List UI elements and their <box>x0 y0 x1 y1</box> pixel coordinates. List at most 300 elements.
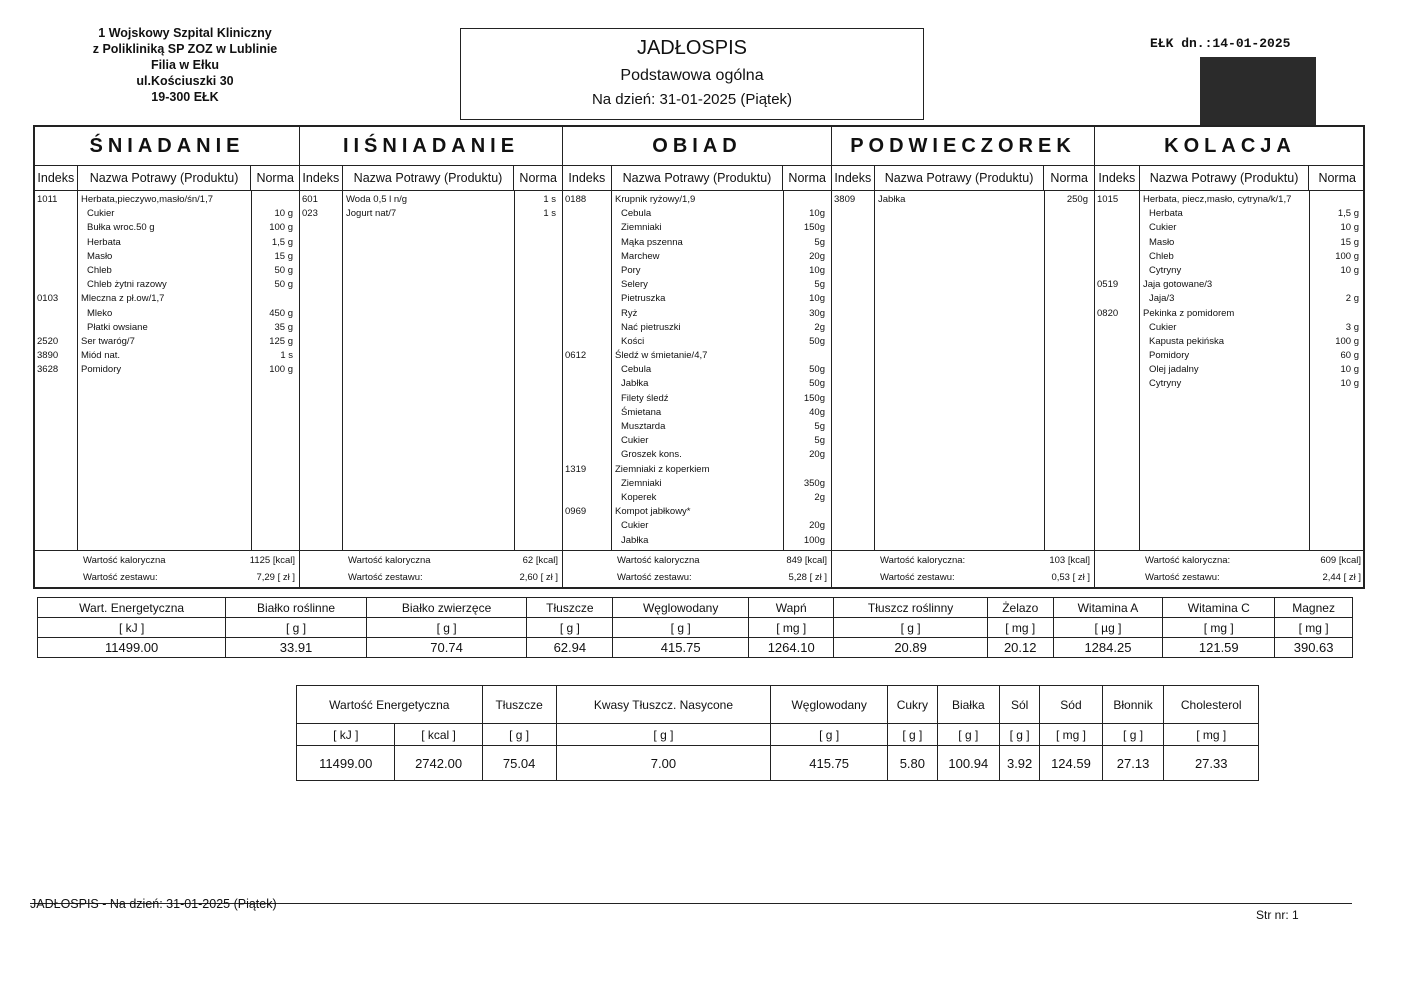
nutrient-unit: [ g ] <box>226 618 366 638</box>
nutrient-value: 5.80 <box>888 746 938 781</box>
nutrient-unit: [ mg ] <box>1040 724 1102 746</box>
item-norm: 50 g <box>274 279 293 291</box>
nutrient-value: 11499.00 <box>297 746 395 781</box>
meal-item-row <box>563 506 831 520</box>
meals-table <box>33 125 1365 589</box>
item-index: 2520 <box>37 335 59 347</box>
column-headers <box>300 166 562 191</box>
nutrient-unit: [ mg ] <box>1275 618 1353 638</box>
kcal-label: Wartość kaloryczna <box>348 555 431 566</box>
redaction-block <box>1200 57 1316 125</box>
item-name: Musztarda <box>621 421 666 432</box>
nutrient-value: 27.13 <box>1102 746 1164 781</box>
nutrient-value: 415.75 <box>613 638 749 658</box>
cost-value: 0,53 [ zł ] <box>1051 572 1090 583</box>
item-name: Ryż <box>621 307 638 319</box>
nutrient-header: Magnez <box>1275 598 1353 618</box>
meal-items <box>832 191 1094 550</box>
item-name: Mleczna z pł.ow/1,7 <box>81 293 165 305</box>
meal-item-row <box>563 449 831 463</box>
item-name: Jogurt nat/7 <box>346 208 397 220</box>
meal-summary <box>35 550 299 587</box>
nutrient-value: 390.63 <box>1275 638 1353 658</box>
item-name: Jaja gotowane/3 <box>1143 279 1213 291</box>
item-norm: 100 g <box>269 364 293 376</box>
meal-item-row <box>1095 350 1365 364</box>
nutrient-unit: [ g ] <box>888 724 938 746</box>
kcal-value: 103 [kcal] <box>1049 555 1090 566</box>
cost-value: 5,28 [ zł ] <box>788 572 827 583</box>
item-name: Mąka pszenna <box>621 236 683 248</box>
meal-item-row <box>1095 251 1365 265</box>
header-index: Indeks <box>35 166 78 190</box>
item-name: Ziemniaki z koperkiem <box>615 463 710 475</box>
item-index: 0969 <box>565 506 587 518</box>
nutrient-header: Sód <box>1040 686 1102 724</box>
item-name: Nać pietruszki <box>621 321 681 333</box>
column-divider <box>1044 191 1045 550</box>
meal-item-row <box>563 265 831 279</box>
nutrient-header: Węglowodany <box>771 686 888 724</box>
item-norm: 20g <box>809 449 825 461</box>
nutrient-value: 20.12 <box>987 638 1053 658</box>
kcal-label: Wartość kaloryczna: <box>1145 555 1231 566</box>
item-name: Jabłka <box>621 378 649 390</box>
nutrient-header: Wartość Energetyczna <box>297 686 483 724</box>
item-norm: 15 g <box>1340 236 1359 248</box>
nutrient-header: Sól <box>1000 686 1040 724</box>
item-index: 0612 <box>565 350 587 362</box>
meal-item-row <box>1095 378 1365 392</box>
item-name: Cytryny <box>1149 378 1182 390</box>
item-norm: 450 g <box>269 307 293 319</box>
item-norm: 350g <box>803 477 825 489</box>
nutrient-header: Błonnik <box>1102 686 1164 724</box>
meal-item-row <box>563 308 831 322</box>
item-norm: 2 g <box>1345 293 1359 305</box>
item-norm: 250g <box>1066 194 1088 205</box>
item-norm: 50g <box>809 364 825 376</box>
item-name: Chleb żytni razowy <box>87 279 167 291</box>
meal-item-row <box>563 237 831 251</box>
item-norm: 60 g <box>1340 350 1359 362</box>
hospital-line: 1 Wojskowy Szpital Kliniczny <box>98 26 272 40</box>
meal-item-row <box>35 293 299 307</box>
nutrient-unit: [ g ] <box>1000 724 1040 746</box>
item-name: Pory <box>621 264 641 276</box>
meal-item-row <box>563 251 831 265</box>
item-norm: 1 s <box>543 208 556 220</box>
item-norm: 50 g <box>274 264 293 276</box>
hospital-line: ul.Kościuszki 30 <box>136 74 234 88</box>
column-divider <box>342 191 343 550</box>
header-norm: Norma <box>256 171 294 185</box>
nutrient-unit: [ g ] <box>482 724 556 746</box>
issue-date: EŁK dn.:14-01-2025 <box>1150 36 1291 51</box>
meal-item-row <box>35 336 299 350</box>
meal-item-row <box>1095 237 1365 251</box>
header-norm: Norma <box>1318 171 1356 185</box>
item-name: Ziemniaki <box>621 222 662 234</box>
item-name: Herbata, piecz,masło, cytryna/k/1,7 <box>1143 194 1292 205</box>
meal-item-row <box>35 322 299 336</box>
item-norm: 10g <box>809 208 825 220</box>
meal-column <box>1095 127 1365 587</box>
item-norm: 100g <box>803 534 825 546</box>
item-name: Jabłka <box>878 194 906 205</box>
page-number: Str nr: 1 <box>1256 908 1299 922</box>
meal-item-row <box>35 308 299 322</box>
meal-item-row <box>1095 364 1365 378</box>
item-norm: 10g <box>809 264 825 276</box>
meal-item-row <box>1095 293 1365 307</box>
nutrient-unit: [ mg ] <box>1164 724 1259 746</box>
kcal-value: 849 [kcal] <box>786 555 827 566</box>
meal-item-row <box>563 364 831 378</box>
item-norm: 35 g <box>274 321 293 333</box>
item-name: Cytryny <box>1149 264 1182 276</box>
meal-item-row <box>563 322 831 336</box>
nutrient-unit: [ g ] <box>556 724 771 746</box>
nutrient-value: 100.94 <box>937 746 999 781</box>
nutrient-unit: [ g ] <box>937 724 999 746</box>
kcal-value: 1125 [kcal] <box>249 555 295 566</box>
nutrient-value: 121.59 <box>1163 638 1275 658</box>
meal-item-row <box>1095 336 1365 350</box>
item-name: Pietruszka <box>621 293 666 305</box>
meal-item-row <box>35 208 299 222</box>
kcal-label: Wartość kaloryczna: <box>880 555 966 566</box>
nutrient-unit: [ mg ] <box>987 618 1053 638</box>
item-norm: 150g <box>803 222 825 234</box>
meal-item-row <box>832 194 1094 208</box>
page-title: JADŁOSPIS <box>636 37 748 59</box>
column-headers <box>35 166 299 191</box>
cost-value: 7,29 [ zł ] <box>256 572 295 583</box>
meal-item-row <box>563 492 831 506</box>
header-index: Indeks <box>300 166 343 190</box>
meal-item-row <box>563 478 831 492</box>
meal-item-row <box>563 208 831 222</box>
item-name: Herbata <box>87 236 121 248</box>
nutrient-header: Witamina C <box>1163 598 1275 618</box>
item-norm: 10 g <box>1340 378 1359 390</box>
item-name: Kapusta pekińska <box>1149 335 1224 347</box>
item-norm: 10 g <box>274 208 293 220</box>
item-norm: 3 g <box>1345 321 1359 333</box>
nutrient-header: Tłuszcze <box>527 598 613 618</box>
item-norm: 40g <box>809 406 825 418</box>
item-name: Śledź w śmietanie/4,7 <box>615 350 708 362</box>
item-name: Cukier <box>621 520 649 532</box>
item-index: 023 <box>302 208 318 220</box>
meal-item-row <box>563 520 831 534</box>
meal-column <box>563 127 832 587</box>
meal-item-row <box>300 194 562 208</box>
nutrient-header: Tłuszcze <box>482 686 556 724</box>
meal-summary <box>832 550 1094 587</box>
item-name: Olej jadalny <box>1149 364 1199 376</box>
item-norm: 5g <box>814 236 825 248</box>
item-name: Selery <box>621 279 648 291</box>
cost-label: Wartość zestawu: <box>83 572 158 583</box>
meal-item-row <box>563 464 831 478</box>
nutrient-value: 3.92 <box>1000 746 1040 781</box>
item-name: Cebula <box>621 208 652 220</box>
meal-column <box>35 127 300 587</box>
meal-summary <box>1095 550 1365 587</box>
item-index: 3809 <box>834 194 856 205</box>
item-norm: 1 s <box>280 350 293 362</box>
item-norm: 10 g <box>1340 222 1359 234</box>
meal-summary <box>300 550 562 587</box>
item-name: Groszek kons. <box>621 449 682 461</box>
item-norm: 5g <box>814 279 825 291</box>
nutrient-unit: [ kcal ] <box>395 724 482 746</box>
nutrition-summary-table <box>296 685 1259 781</box>
nutrient-value: 20.89 <box>834 638 987 658</box>
column-divider <box>514 191 515 550</box>
meal-item-row <box>35 279 299 293</box>
item-norm: 20g <box>809 520 825 532</box>
item-norm: 10g <box>809 293 825 305</box>
item-name: Cukier <box>1149 222 1177 234</box>
nutrient-value: 1264.10 <box>749 638 834 658</box>
item-norm: 1 s <box>543 194 556 205</box>
nutrient-unit: [ kJ ] <box>38 618 226 638</box>
item-name: Ser twaróg/7 <box>81 335 135 347</box>
nutrient-unit: [ mg ] <box>749 618 834 638</box>
cost-value: 2,44 [ zł ] <box>1322 572 1361 583</box>
header-name: Nazwa Potrawy (Produktu) <box>78 166 252 190</box>
item-norm: 30g <box>809 307 825 319</box>
nutrient-header: Białka <box>937 686 999 724</box>
meal-summary <box>563 550 831 587</box>
item-norm: 2g <box>814 321 825 333</box>
column-divider <box>874 191 875 550</box>
meal-item-row <box>1095 322 1365 336</box>
meal-title: OBIAD <box>563 127 831 166</box>
item-norm: 5g <box>814 435 825 447</box>
nutrient-header: Kwasy Tłuszcz. Nasycone <box>556 686 771 724</box>
item-norm: 100 g <box>269 222 293 234</box>
nutrient-value: 7.00 <box>556 746 771 781</box>
diet-name: Podstawowa ogólna <box>620 67 764 84</box>
item-name: Chleb <box>1149 250 1174 262</box>
meal-item-row <box>35 364 299 378</box>
item-index: 3890 <box>37 350 59 362</box>
cost-label: Wartość zestawu: <box>617 572 692 583</box>
nutrient-value: 11499.00 <box>38 638 226 658</box>
meal-item-row <box>563 194 831 208</box>
item-name: Filety śledź <box>621 392 669 404</box>
header-name: Nazwa Potrawy (Produktu) <box>612 166 784 190</box>
item-name: Mleko <box>87 307 113 319</box>
meal-item-row <box>35 265 299 279</box>
meal-title: KOLACJA <box>1095 127 1365 166</box>
header-index: Indeks <box>1095 166 1140 190</box>
meal-item-row <box>563 421 831 435</box>
meal-items <box>35 191 299 550</box>
nutrient-header: Białko roślinne <box>226 598 366 618</box>
kcal-value: 62 [kcal] <box>522 555 558 566</box>
meal-item-row <box>35 251 299 265</box>
kcal-label: Wartość kaloryczna <box>83 555 166 566</box>
nutrient-header: Wart. Energetyczna <box>38 598 226 618</box>
nutrient-value: 27.33 <box>1164 746 1259 781</box>
item-name: Marchew <box>621 250 660 262</box>
header-norm: Norma <box>788 171 826 185</box>
item-name: Płatki owsiane <box>87 321 148 333</box>
hospital-line: Filia w Ełku <box>150 58 220 72</box>
meal-item-row <box>1095 308 1365 322</box>
nutrient-header: Białko zwierzęce <box>366 598 527 618</box>
item-name: Śmietana <box>621 406 662 418</box>
meal-title: IIŚNIADANIE <box>300 127 562 166</box>
item-name: Krupnik ryżowy/1,9 <box>615 194 696 205</box>
nutrient-value: 415.75 <box>771 746 888 781</box>
item-name: Kości <box>621 335 645 347</box>
meal-item-row <box>1095 222 1365 236</box>
meal-column <box>300 127 563 587</box>
item-norm: 50g <box>809 335 825 347</box>
kcal-value: 609 [kcal] <box>1320 555 1361 566</box>
meal-item-row <box>563 350 831 364</box>
cost-label: Wartość zestawu: <box>1145 572 1220 583</box>
meal-item-row <box>563 222 831 236</box>
nutrient-unit: [ g ] <box>834 618 987 638</box>
cost-value: 2,60 [ zł ] <box>519 572 558 583</box>
meal-item-row <box>1095 265 1365 279</box>
meal-item-row <box>563 393 831 407</box>
nutrient-unit: [ g ] <box>366 618 527 638</box>
nutrient-unit: [ µg ] <box>1053 618 1163 638</box>
title-box <box>460 28 924 120</box>
nutrient-header: Cukry <box>888 686 938 724</box>
meal-item-row <box>563 435 831 449</box>
column-headers <box>563 166 831 191</box>
item-name: Pomidory <box>1149 350 1190 362</box>
item-name: Cukier <box>621 435 649 447</box>
nutrient-header: Tłuszcz roślinny <box>834 598 987 618</box>
meal-item-row <box>563 293 831 307</box>
nutrient-header: Węglowodany <box>613 598 749 618</box>
item-name: Jabłka <box>621 534 649 546</box>
hospital-line: 19-300 EŁK <box>151 90 219 104</box>
cost-label: Wartość zestawu: <box>880 572 955 583</box>
meal-items <box>300 191 562 550</box>
item-norm: 100 g <box>1335 335 1359 347</box>
meal-item-row <box>1095 208 1365 222</box>
header-name: Nazwa Potrawy (Produktu) <box>1140 166 1310 190</box>
nutrient-value: 33.91 <box>226 638 366 658</box>
nutrient-unit: [ g ] <box>1102 724 1164 746</box>
item-norm: 150g <box>803 392 825 404</box>
meal-title: PODWIECZOREK <box>832 127 1094 166</box>
meal-item-row <box>1095 279 1365 293</box>
nutrient-header: Wapń <box>749 598 834 618</box>
meal-item-row <box>563 378 831 392</box>
meal-item-row <box>35 194 299 208</box>
meal-item-row <box>1095 194 1365 208</box>
item-norm: 50g <box>809 378 825 390</box>
item-name: Masło <box>87 250 113 262</box>
nutrient-unit: [ g ] <box>527 618 613 638</box>
meal-title: ŚNIADANIE <box>35 127 299 166</box>
item-name: Bułka wroc.50 g <box>87 222 155 234</box>
item-name: Cebula <box>621 364 652 376</box>
item-name: Pekinka z pomidorem <box>1143 307 1235 319</box>
nutrient-unit: [ kJ ] <box>297 724 395 746</box>
item-norm: 100 g <box>1335 250 1359 262</box>
item-index: 0519 <box>1097 279 1119 291</box>
nutrient-unit: [ mg ] <box>1163 618 1275 638</box>
item-name: Miód nat. <box>81 350 121 362</box>
item-name: Masło <box>1149 236 1175 248</box>
meal-item-row <box>35 237 299 251</box>
item-index: 3628 <box>37 364 59 376</box>
nutrient-value: 124.59 <box>1040 746 1102 781</box>
header-norm: Norma <box>1050 171 1088 185</box>
item-norm: 2g <box>814 491 825 503</box>
nutrient-value: 70.74 <box>366 638 527 658</box>
column-headers <box>832 166 1094 191</box>
meal-item-row <box>35 222 299 236</box>
item-norm: 15 g <box>274 250 293 262</box>
meal-items <box>563 191 831 550</box>
hospital-address <box>70 25 300 105</box>
item-name: Herbata,pieczywo,masło/śn/1,7 <box>81 194 214 205</box>
nutrient-header: Żelazo <box>987 598 1053 618</box>
meal-items <box>1095 191 1365 550</box>
item-norm: 10 g <box>1340 264 1359 276</box>
meal-item-row <box>563 535 831 549</box>
item-name: Herbata <box>1149 208 1183 220</box>
item-name: Cukier <box>87 208 115 220</box>
item-name: Koperek <box>621 491 657 503</box>
nutrient-header: Cholesterol <box>1164 686 1259 724</box>
nutrient-header: Witamina A <box>1053 598 1163 618</box>
menu-date: Na dzień: 31-01-2025 (Piątek) <box>591 91 793 108</box>
item-name: Woda 0,5 l n/g <box>346 194 408 205</box>
nutrient-unit: [ g ] <box>771 724 888 746</box>
meal-item-row <box>563 407 831 421</box>
nutrition-table <box>37 597 1353 658</box>
item-norm: 1,5 g <box>1337 208 1359 220</box>
item-norm: 1,5 g <box>271 236 293 248</box>
item-name: Cukier <box>1149 321 1177 333</box>
header-index: Indeks <box>563 166 612 190</box>
meal-item-row <box>300 208 562 222</box>
column-headers <box>1095 166 1365 191</box>
item-index: 0188 <box>565 194 587 205</box>
meal-item-row <box>35 350 299 364</box>
footer-text: JADŁOSPIS - Na dzień: 31-01-2025 (Piątek) <box>30 897 277 911</box>
item-name: Pomidory <box>81 364 122 376</box>
nutrient-value: 2742.00 <box>395 746 482 781</box>
nutrient-value: 62.94 <box>527 638 613 658</box>
header-name: Nazwa Potrawy (Produktu) <box>875 166 1045 190</box>
item-index: 1011 <box>37 194 58 205</box>
nutrient-unit: [ g ] <box>613 618 749 638</box>
item-index: 0103 <box>37 293 59 305</box>
item-index: 0820 <box>1097 307 1119 319</box>
kcal-label: Wartość kaloryczna <box>617 555 700 566</box>
item-index: 1015 <box>1097 194 1119 205</box>
item-norm: 125 g <box>269 335 293 347</box>
item-name: Ziemniaki <box>621 477 662 489</box>
item-norm: 10 g <box>1340 364 1359 376</box>
